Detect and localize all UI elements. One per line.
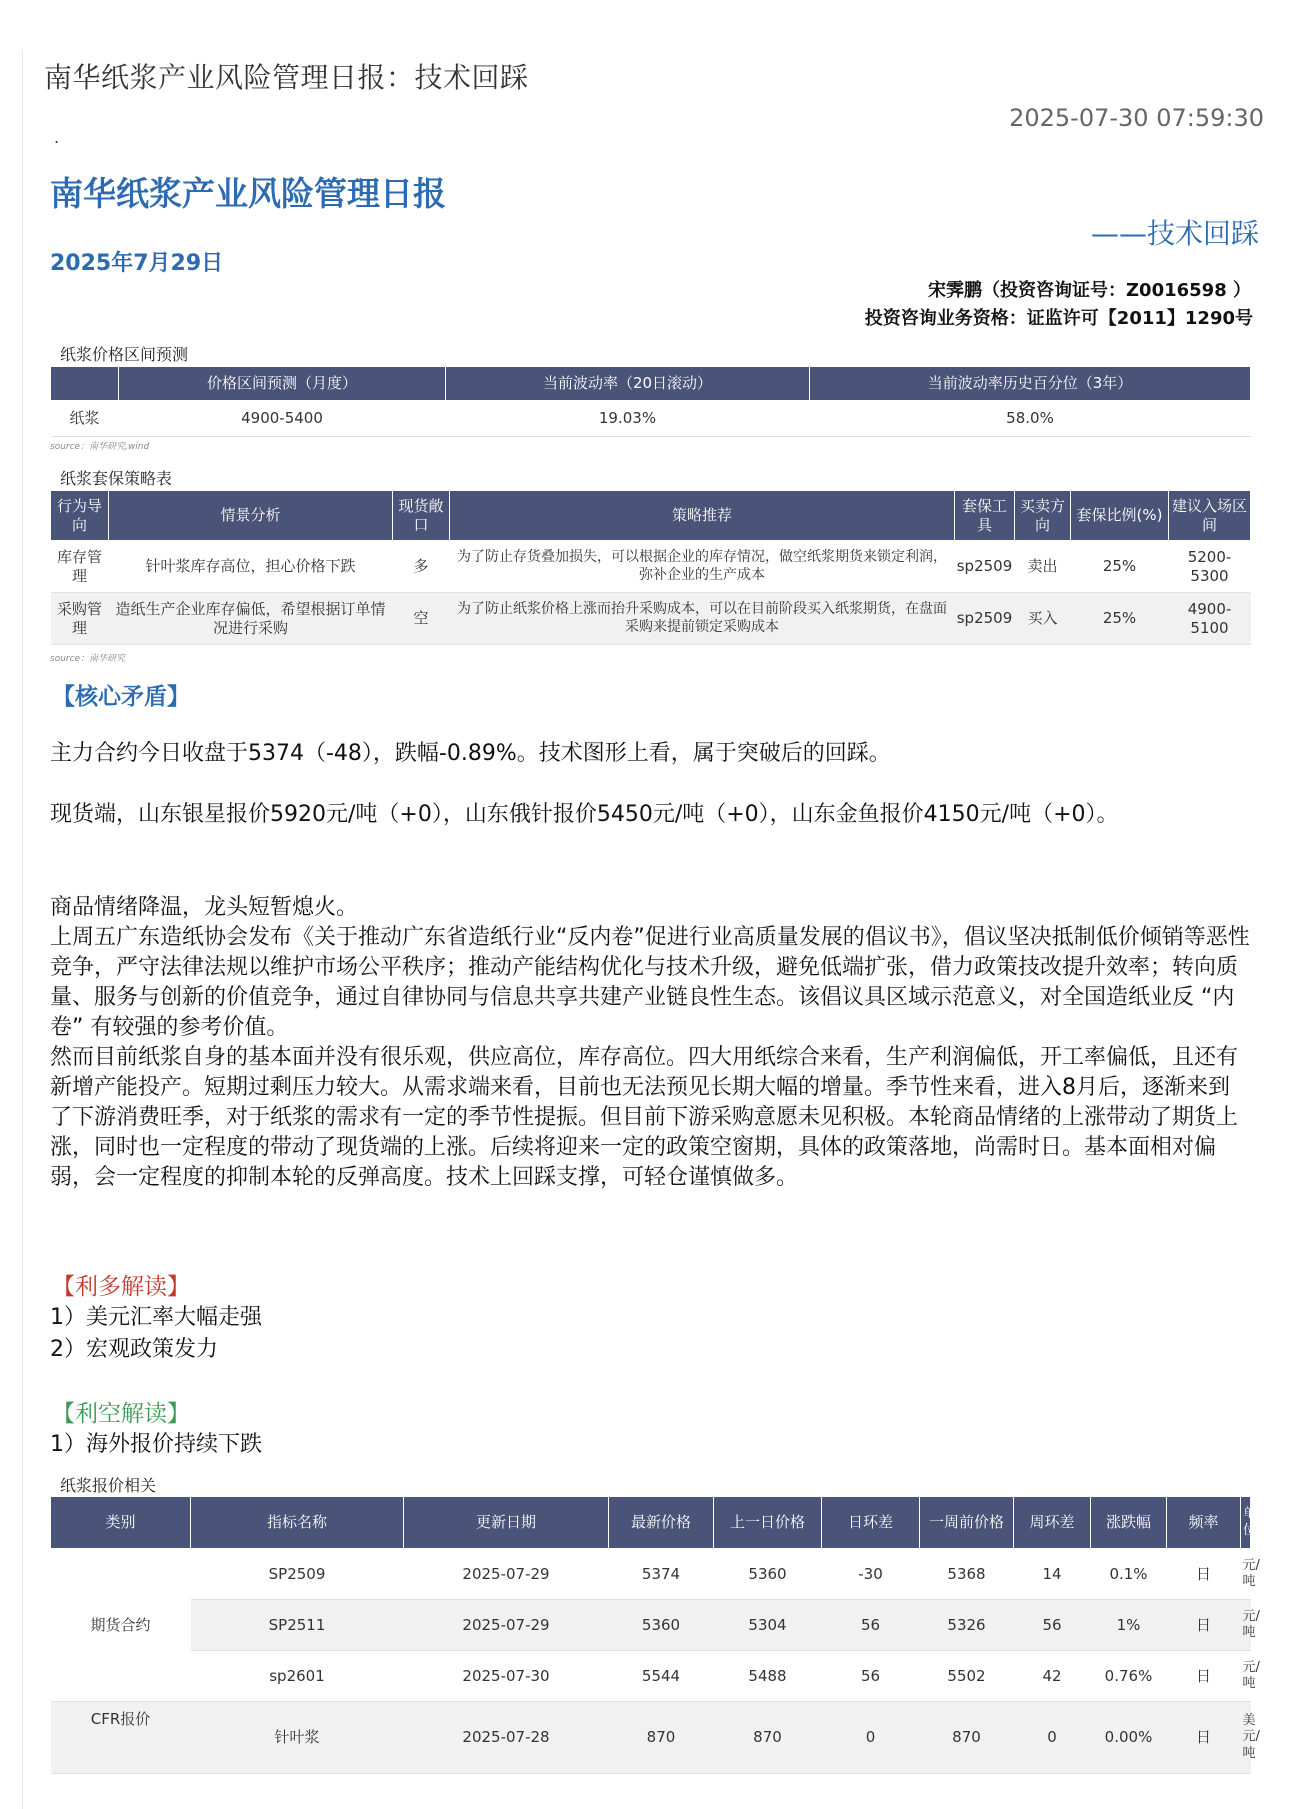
table-cell: 5368 — [920, 1549, 1014, 1600]
bullish-item: 2）宏观政策发力 — [50, 1337, 218, 1362]
table-cell: 日 — [1167, 1702, 1241, 1774]
table-cell: 0.00% — [1091, 1702, 1167, 1774]
price-forecast-caption: 纸浆价格区间预测 — [60, 345, 189, 364]
table-cell: 56 — [822, 1600, 920, 1651]
table-header — [51, 367, 119, 401]
table-row — [51, 1600, 1251, 1651]
analyst-credit: 宋霁鹏（投资咨询证号：Z0016598 ） — [928, 280, 1251, 301]
license-credit: 投资咨询业务资格：证监许可【2011】1290号 — [864, 308, 1253, 329]
table-cell: 870 — [920, 1702, 1014, 1774]
core-paragraph-spot: 现货端，山东银星报价5920元/吨（+0），山东俄针报价5450元/吨（+0），山东金鱼报价4150元/吨（+0）。 — [50, 802, 1119, 827]
table-header: 策略推荐 — [450, 491, 955, 541]
bearish-heading: 【利空解读】 — [52, 1401, 190, 1427]
table-cell: 42 — [1014, 1651, 1091, 1702]
table-header: 一周前价格 — [920, 1497, 1014, 1549]
table-header: 最新价格 — [609, 1497, 714, 1549]
separator-dot: . — [54, 128, 60, 147]
table-cell: 870 — [714, 1702, 822, 1774]
table-header: 周环差 — [1014, 1497, 1091, 1549]
table-cell: 元/吨 — [1241, 1600, 1251, 1651]
table-cell: sp2509 — [955, 541, 1015, 593]
table-cell: 56 — [1014, 1600, 1091, 1651]
table-cell: 日 — [1167, 1549, 1241, 1600]
bearish-item: 1）海外报价持续下跌 — [50, 1432, 262, 1457]
table-header: 涨跌幅 — [1091, 1497, 1167, 1549]
table-row — [51, 1651, 1251, 1702]
table-cell: 4900-5100 — [1169, 593, 1251, 645]
table-cell: 元/吨 — [1241, 1651, 1251, 1702]
quote-table — [50, 1496, 1260, 1774]
report-subtitle: ——技术回踩 — [1090, 217, 1259, 250]
table-cell: 日 — [1167, 1651, 1241, 1702]
table-cell: 1% — [1091, 1600, 1167, 1651]
table-header: 现货敞口 — [393, 491, 450, 541]
report-date: 2025年7月29日 — [50, 251, 224, 276]
table-cell: 0 — [822, 1702, 920, 1774]
core-paragraph-close: 主力合约今日收盘于5374（-48），跌幅-0.89%。技术图形上看，属于突破后的回踩。 — [50, 741, 891, 766]
table-cell: 5502 — [920, 1651, 1014, 1702]
table-row — [51, 1702, 1251, 1774]
publish-timestamp: 2025-07-30 07:59:30 — [1009, 104, 1264, 132]
table-cell: 5544 — [609, 1651, 714, 1702]
table-cell: 14 — [1014, 1549, 1091, 1600]
table-cell: 0.1% — [1091, 1549, 1167, 1600]
table-cell: 2025-07-28 — [404, 1702, 609, 1774]
hedge-table-caption: 纸浆套保策略表 — [60, 469, 173, 488]
hedge-strategy-table — [50, 490, 1251, 645]
table-cell: sp2601 — [191, 1651, 404, 1702]
table-cell: 5200-5300 — [1169, 541, 1251, 593]
table-header: 行为导向 — [51, 491, 109, 541]
table-cell: 为了防止纸浆价格上涨而抬升采购成本，可以在目前阶段买入纸浆期货，在盘面采购来提前锁定采购成本 — [450, 593, 955, 645]
table-header: 日环差 — [822, 1497, 920, 1549]
table-row — [51, 401, 1251, 437]
table-cell: 56 — [822, 1651, 920, 1702]
table-cell: 库存管理 — [51, 541, 109, 593]
table-cell: 为了防止存货叠加损失，可以根据企业的库存情况，做空纸浆期货来锁定利润，弥补企业的生产成本 — [450, 541, 955, 593]
table-cell: 5360 — [714, 1549, 822, 1600]
table-cell: 2025-07-29 — [404, 1549, 609, 1600]
table-cell: 5326 — [920, 1600, 1014, 1651]
report-title: 南华纸浆产业风险管理日报 — [50, 174, 446, 213]
table-cell: 19.03% — [446, 401, 810, 437]
table-category-cell: 期货合约 — [51, 1549, 191, 1702]
table-cell: 5488 — [714, 1651, 822, 1702]
table-header: 单位 — [1241, 1497, 1251, 1549]
table-cell: 买入 — [1015, 593, 1071, 645]
table-header: 情景分析 — [109, 491, 393, 541]
table-cell: 2025-07-30 — [404, 1651, 609, 1702]
table-header: 更新日期 — [404, 1497, 609, 1549]
table-header: 类别 — [51, 1497, 191, 1549]
table-header: 当前波动率历史百分位（3年） — [810, 367, 1251, 401]
table-cell: 造纸生产企业库存偏低，希望根据订单情况进行采购 — [109, 593, 393, 645]
table-cell: -30 — [822, 1549, 920, 1600]
table-row — [51, 541, 1251, 593]
table-cell: 卖出 — [1015, 541, 1071, 593]
table-cell: 针叶浆 — [191, 1702, 404, 1774]
price-forecast-source: source：南华研究,wind — [50, 442, 150, 452]
table-cell: 5360 — [609, 1600, 714, 1651]
table-header: 建议入场区间 — [1169, 491, 1251, 541]
page-left-rule — [22, 50, 23, 1809]
table-cell: 5304 — [714, 1600, 822, 1651]
table-cell: 空 — [393, 593, 450, 645]
table-category-cell: CFR报价 — [51, 1702, 191, 1774]
table-header: 上一日价格 — [714, 1497, 822, 1549]
table-header: 买卖方向 — [1015, 491, 1071, 541]
core-heading: 【核心矛盾】 — [52, 684, 190, 710]
table-cell: 870 — [609, 1702, 714, 1774]
table-row — [51, 1549, 1251, 1600]
table-header: 频率 — [1167, 1497, 1241, 1549]
bullish-item: 1）美元汇率大幅走强 — [50, 1305, 262, 1330]
table-cell: SP2511 — [191, 1600, 404, 1651]
table-cell: 采购管理 — [51, 593, 109, 645]
core-paragraph-fundamentals: 然而目前纸浆自身的基本面并没有很乐观，供应高位，库存高位。四大用纸综合来看，生产利润偏低，开工率偏低，且还有新增产能投产。短期过剩压力较大。从需求端来看，目前也无法预见长期大幅的增量。季节性来看，进入8月后，逐渐来到了下游消费旺季，对于纸浆的需求有一定的季节性提振。但目前下游采购意愿未见积极。本轮商品情绪的上涨带动了期货上涨，同时也一定程度的带动了现货端的上涨。后续将迎来一定的政策空窗期，具体的政策落地，尚需时日。基本面相对偏弱，会一定程度的抑制本轮的反弹高度。技术上回踩支撑，可轻仓谨慎做多。 — [50, 1045, 1239, 1190]
table-cell: 元/吨 — [1241, 1549, 1251, 1600]
table-cell: sp2509 — [955, 593, 1015, 645]
table-cell: 25% — [1071, 593, 1169, 645]
bullish-heading: 【利多解读】 — [52, 1274, 190, 1300]
article-title: 南华纸浆产业风险管理日报：技术回踩 — [44, 61, 529, 94]
table-header: 价格区间预测（月度） — [119, 367, 446, 401]
table-row — [51, 593, 1251, 645]
core-paragraph-policy: 上周五广东造纸协会发布《关于推动广东省造纸行业“反内卷”促进行业高质量发展的倡议书》，倡议坚决抵制低价倾销等恶性竞争，严守法律法规以维护市场公平秩序；推动产能结构优化与技术升级，避免低端扩张，借力政策技改提升效率；转向质量、服务与创新的价值竞争，通过自律协同与信息共享共建产业链良性生态。该倡议具区域示范意义，对全国造纸业反 “内卷” 有较强的参考价值。 — [50, 925, 1250, 1040]
core-paragraph-sentiment: 商品情绪降温，龙头短暂熄火。 — [50, 895, 359, 920]
quote-table-caption: 纸浆报价相关 — [60, 1476, 157, 1495]
table-cell: 纸浆 — [51, 401, 119, 437]
table-header: 当前波动率（20日滚动） — [446, 367, 810, 401]
table-cell: 5374 — [609, 1549, 714, 1600]
hedge-table-source: source：南华研究 — [50, 654, 126, 664]
table-cell: 0.76% — [1091, 1651, 1167, 1702]
table-cell: 0 — [1014, 1702, 1091, 1774]
price-forecast-table — [50, 366, 1251, 437]
table-header: 套保工具 — [955, 491, 1015, 541]
table-cell: 日 — [1167, 1600, 1241, 1651]
table-cell: 针叶浆库存高位，担心价格下跌 — [109, 541, 393, 593]
table-cell: SP2509 — [191, 1549, 404, 1600]
table-cell: 25% — [1071, 541, 1169, 593]
table-header: 套保比例(%) — [1071, 491, 1169, 541]
table-cell: 4900-5400 — [119, 401, 446, 437]
table-cell: 58.0% — [810, 401, 1251, 437]
table-cell: 多 — [393, 541, 450, 593]
table-cell: 美元/吨 — [1241, 1702, 1251, 1774]
table-cell: 2025-07-29 — [404, 1600, 609, 1651]
table-header: 指标名称 — [191, 1497, 404, 1549]
